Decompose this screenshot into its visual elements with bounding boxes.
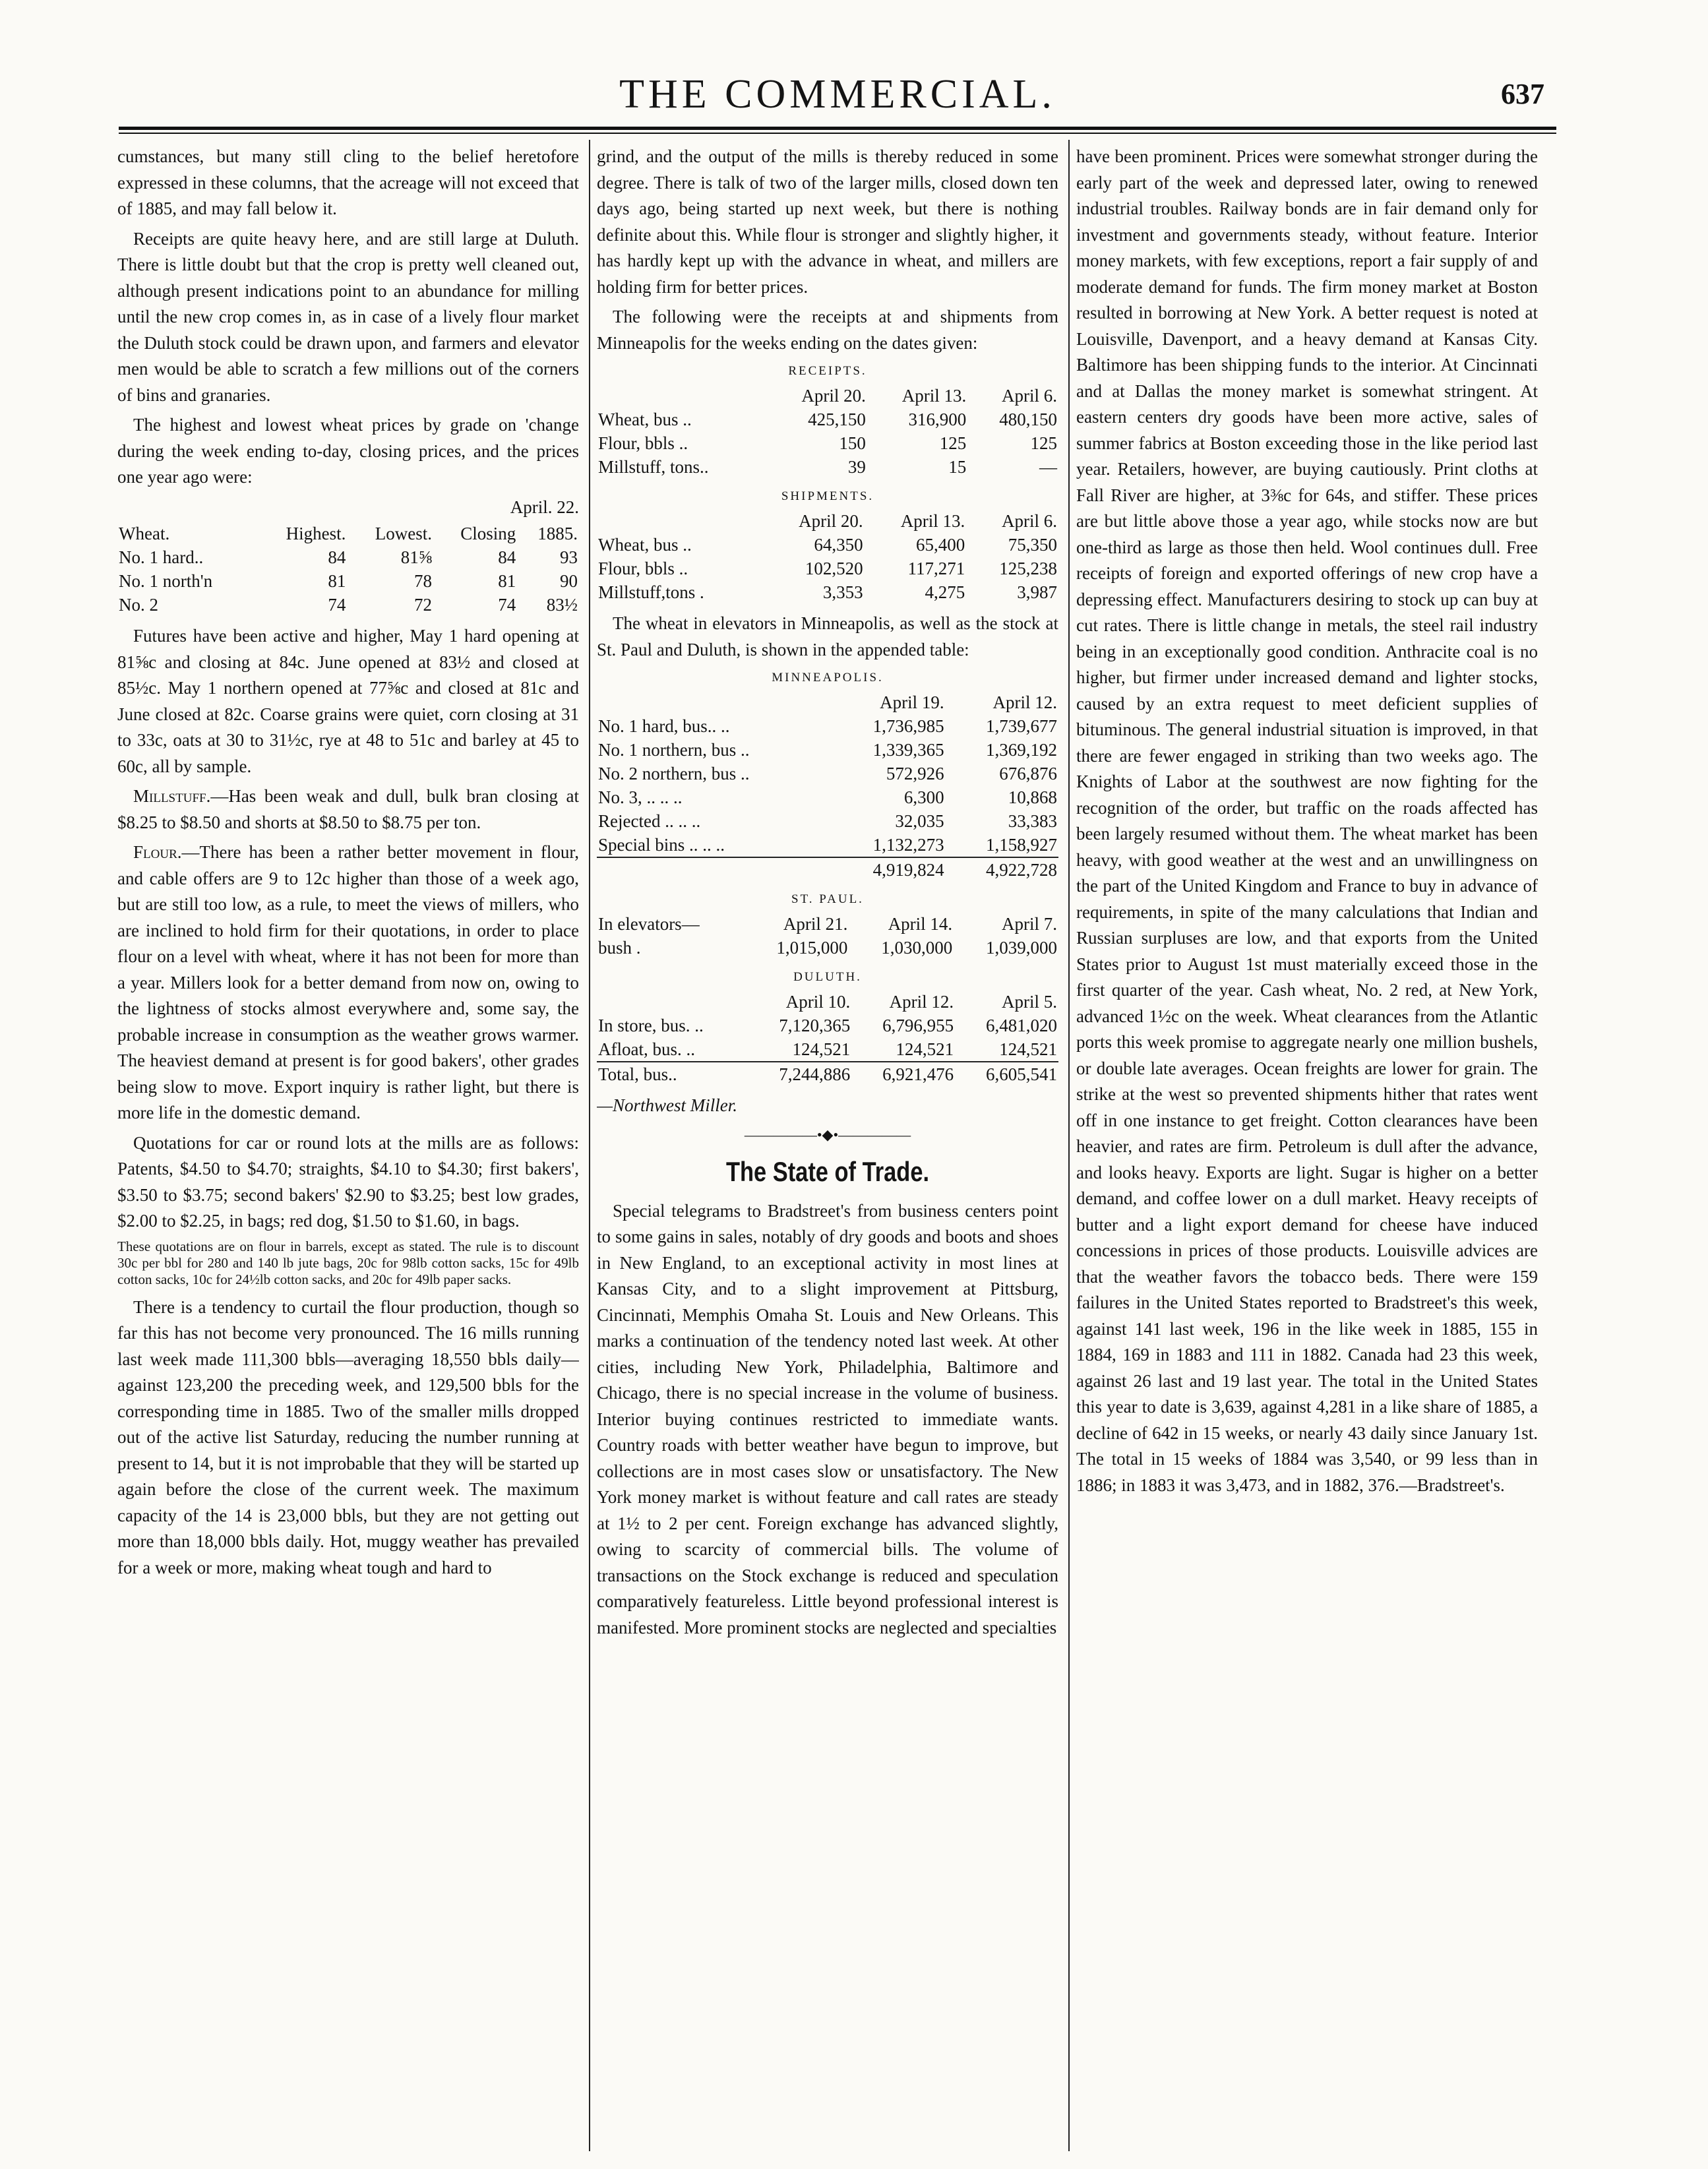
table-cell: 10,868: [1008, 787, 1057, 807]
header-rule-thin: [119, 133, 1556, 134]
table-row: [597, 580, 1058, 604]
table-row: [597, 533, 1058, 557]
table-header: April 13.: [901, 386, 967, 406]
table-header: April 20.: [799, 511, 863, 531]
table-cell: No. 1 northern, bus ..: [598, 740, 750, 760]
table-caption: MINNEAPOLIS.: [772, 671, 884, 685]
table-row: [597, 936, 1058, 960]
table-cell: Flour, bbls ..: [598, 433, 688, 453]
source-credit: —Northwest Miller.: [597, 1095, 738, 1115]
table-header-row: [597, 690, 1058, 714]
table-row: [597, 809, 1058, 833]
table-header: [597, 509, 762, 533]
column-3: [1076, 144, 1538, 2149]
table-caption: RECEIPTS.: [788, 364, 867, 378]
table-header: April 13.: [900, 511, 965, 531]
table-total-row: [597, 857, 1058, 882]
column-1: [117, 144, 579, 2149]
table-cell: 39: [847, 457, 866, 477]
table-header-row: [597, 384, 1058, 408]
table-cell: No. 1 hard, bus.. ..: [598, 716, 730, 736]
table-row: [597, 455, 1058, 479]
table-row: [117, 593, 579, 617]
table-cell: 6,796,955: [882, 1016, 954, 1035]
table-cell: 1,369,192: [986, 740, 1057, 760]
table-header: Closing: [460, 524, 516, 543]
table-cell: 124,521: [792, 1039, 851, 1059]
table-row: [597, 431, 1058, 455]
table-cell: 1,132,273: [872, 835, 944, 855]
table-row: [117, 569, 579, 593]
table-header-row: [117, 522, 579, 545]
paragraph: The following were the receipts at and shipments from Minneapolis for the weeks ending on the dates given:: [597, 307, 1058, 353]
table-cell: 74: [328, 595, 346, 615]
table-row: [597, 762, 1058, 785]
table-row: [597, 738, 1058, 762]
table-cell: Flour, bbls ..: [598, 559, 688, 578]
table-cell: 84: [328, 547, 346, 567]
table-cell: 81⅝: [400, 547, 432, 567]
table-total-row: [597, 1062, 1058, 1086]
paragraph: [117, 783, 579, 836]
table-row: [597, 557, 1058, 580]
table-row: [597, 1037, 1058, 1062]
table-cell: Wheat, bus ..: [598, 410, 692, 429]
paragraph: Special telegrams to Bradstreet's from business centers point to some gains in sales, notably of dry goods and boots and shoes in New England, to an exceptional activity in most lines at Kansas City, and to a slight improvement at Pittsburg, Cincinnati, Memphis Omaha St. Louis and New Orleans. This marks a continuation of the tendency noted last week. At other cities, including New York, Philadelphia, Baltimore and Chicago, there is no special increase in the volume of business. Interior buying continues restricted to immediate wants. Country roads with better weather have begun to improve, but collections are in most cases slow or unsatisfactory. The New York money market is without feature and call rates are steady at 1½ to 2 per cent. Foreign exchange has advanced slightly, owing to scarcity of commercial bills. The volume of transactions on the Stock exchange is reduced and speculation comparatively featureless. Little beyond professional interest is manifested. More prominent stocks are neglected and specialties: [597, 1200, 1058, 1637]
paragraph: There is a tendency to curtail the flour production, though so far this has not become very pronounced. The 16 mills running last week made 111,300 bbls—averaging 18,550 bbls daily—against 123,200 the preceding week, and 129,500 bbls for the corresponding time in 1885. Two of the smaller mills dropped out of the active list Saturday, reducing the number running at present to 14, but it is not improbable that they will be started up again before the close of the current week. The maximum capacity of the 14 is 23,000 bbls, but they are not getting out more than 18,000 bbls daily. Hot, muggy weather has prevailed for a week or more, making wheat tough and hard to: [117, 1297, 579, 1577]
table-date: April. 22.: [510, 497, 579, 517]
table-cell: 1,039,000: [986, 938, 1057, 958]
table-row: [117, 545, 579, 569]
receipts-table: [597, 384, 1058, 479]
table-header: [597, 690, 832, 714]
table-cell: 7,120,365: [779, 1016, 851, 1035]
page-number: 637: [1501, 78, 1544, 110]
table-caption: DULUTH.: [793, 970, 862, 984]
table-header: Lowest.: [375, 524, 432, 543]
paragraph: Receipts are quite heavy here, and are still large at Duluth. There is little doubt but that the crop is pretty well cleaned out, although present indications point to an abundance for milling until the new crop comes in, as in case of a lively flour market the Duluth stock could be drawn upon, and farmers and elevator men would be able to scratch a few millions out of the corners of bins and granaries.: [117, 228, 579, 405]
paragraph: The wheat in elevators in Minneapolis, as well as the stock at St. Paul and Duluth, is shown in the appended table:: [597, 613, 1058, 659]
table-cell: 316,900: [908, 410, 967, 429]
table-cell: No. 1 north'n: [119, 571, 213, 591]
table-header: 1885.: [537, 524, 578, 543]
paragraph: grind, and the output of the mills is thereby reduced in some degree. There is talk of two of the larger mills, closed down ten days ago, being started up next week, but there is nothing definite about this. While flour is stronger and slightly higher, it has hardly kept up with the advance in wheat, and millers are holding firm for better prices.: [597, 146, 1058, 297]
paragraph: have been prominent. Prices were somewhat stronger during the early part of the week and depressed later, owing to renewed industrial troubles. Railway bonds are in fair demand only for investment and governments steady, without feature. Interior money markets, with few exceptions, report a fair supply of and moderate demand for funds. The firm money market at Boston resulted in borrowing at New York. A better request is noted at Louisville, Davenport, and a heavy demand at Kansas City. Baltimore has been shipping funds to the interior. At Cincinnati and at Dallas the money market is somewhat stringent. At eastern centers dry goods have been more active, sales of summer fabrics at Boston exceeding those in the like period last year. Retailers, however, are buying cautiously. Print cloths at Fall River are higher, at 3⅜c for 64s, and stiffer. These prices are but little above those a year ago, while stocks now are but one-third as large as those then held. Wool continues dull. Free receipts of foreign and exported offerings of new crop have a depressing effect. Manufacturers desiring to stock up can buy at cut rates. There is little change in metals, the steel rail industry being in an exceptionally good condition. Anthracite coal is no higher, but firmer under increased demand and lighter stocks, caused by an extra request to meet deficient supplies of bituminous. The general industrial situation is improved, in that there are fewer engaged in striking than two weeks ago. The Knights of Labor at the southwest are now fighting for the recognition of the order, but traffic on the roads affected has been largely resumed without them. The wheat market has been heavy, with good weather at the west and an unwillingness on the part of the United Kingdom and France to buy in advance of requirements, in spite of the many calculations that Indian and Russian surpluses are low, and that exports from the United States prior to August 1st must materially exceed those in the first quarter of the year. Cash wheat, No. 2 red, at New York, advanced 1½c on the week. Wheat clearances from the Atlantic ports this week promise to aggregate nearly one million bushels, or double late averages. Ocean freights are lower for grain. The strike at the west so prevented shipments hither that rates went off in one instance to get freight. Cotton clearances have been heavier, and rates are firm. Petroleum is dull after the advance, and looks heavy. Exports are light. Sugar is higher on a better demand, and coffee lower on a dull market. Heavy receipts of butter and a light export demand for cheese have induced concessions in prices of those products. Louisville advices are that the weather favors the tobacco beds. There were 159 failures in the United States reported to Bradstreet's this week, against 141 last week, 196 in the like week in 1885, 155 in 1884, 169 in 1883 and 111 in 1882. Canada had 23 this week, against 26 last and 19 last year. The total in the United States this year to date is 3,639, against 4,281 in a like share of 1885, a decline of 642 in 15 weeks, or nearly 43 daily since January 1st. The total in 15 weeks of 1884 was 3,540, or 99 less than in 1886; in 1883 it was 3,473, and in 1882, 376.—Bradstreet's.: [1076, 146, 1538, 1495]
table-header: Wheat.: [119, 524, 170, 543]
paragraph: Quotations for car or round lots at the mills are as follows: Patents, $4.50 to $4.70; straights, $4.10 to $4.30; first bakers', $3.50 to $3.75; second bakers' $2.90 to $3.25; best low grades, $2.00 to $2.25, in bags; red dog, $1.50 to $1.60, in bags.: [117, 1132, 579, 1231]
table-cell: 72: [413, 595, 432, 615]
table-header: April 20.: [801, 386, 866, 406]
table-cell: bush .: [598, 938, 641, 958]
st-paul-table: [597, 912, 1058, 960]
table-header: [597, 384, 767, 408]
table-cell: 6,605,541: [955, 1062, 1058, 1086]
table-cell: 1,739,677: [986, 716, 1057, 736]
table-cell: 572,926: [886, 764, 944, 783]
table-cell: 1,736,985: [872, 716, 944, 736]
table-cell: No. 2: [119, 595, 158, 615]
table-cell: 102,520: [805, 559, 863, 578]
table-row: [597, 714, 1058, 738]
table-cell: 4,275: [925, 582, 965, 602]
table-cell: No. 2 northern, bus ..: [598, 764, 750, 783]
table-header: April 12.: [889, 992, 954, 1012]
table-header-row: [597, 990, 1058, 1014]
table-cell: 125: [939, 433, 967, 453]
table-cell: 74: [498, 595, 516, 615]
paragraph: The highest and lowest wheat prices by grade on 'change during the week ending to-day, closing prices, and the prices one year ago were:: [117, 415, 579, 487]
table-cell: Wheat, bus ..: [598, 535, 692, 555]
table-header: April 5.: [1002, 992, 1057, 1012]
table-header: April 10.: [785, 992, 851, 1012]
table-row: [597, 833, 1058, 857]
table-row: [597, 1014, 1058, 1037]
table-cell: 83½: [546, 595, 578, 615]
masthead: [119, 66, 1556, 123]
table-row: [597, 785, 1058, 809]
table-cell: 480,150: [999, 410, 1057, 429]
table-cell: 7,244,886: [748, 1062, 851, 1086]
table-cell: 81: [328, 571, 346, 591]
table-cell: [597, 857, 832, 882]
table-cell: 124,521: [999, 1039, 1057, 1059]
table-cell: 78: [413, 571, 432, 591]
table-cell: 6,300: [903, 787, 944, 807]
paragraph: Futures have been active and higher, May 1 hard opening at 81⅝c and closing at 84c. June opened at 83½ and closed at 85½c. May 1 northern opened at 77⅝c and closed at 81c and June closed at 82c. Coarse grains were quiet, corn closing at 31 to 33c, oats at 30 to 31½c, rye at 48 to 51c and barley at 45 to 60c, all by sample.: [117, 626, 579, 776]
paragraph: cumstances, but many still cling to the belief heretofore expressed in these columns, that the acreage will not exceed that of 1885, and may fall below it.: [117, 146, 579, 218]
table-cell: Special bins .. .. ..: [598, 835, 725, 855]
duluth-table: [597, 990, 1058, 1086]
table-cell: 124,521: [896, 1039, 954, 1059]
table-header-row: [597, 912, 1058, 936]
table-cell: 75,350: [1008, 535, 1057, 555]
table-cell: 3,987: [1017, 582, 1057, 602]
table-cell: In store, bus. ..: [598, 1016, 704, 1035]
table-cell: 81: [498, 571, 516, 591]
article-headline: The State of Trade.: [725, 1155, 930, 1187]
table-cell: 125,238: [999, 559, 1057, 578]
table-header: April 6.: [1002, 511, 1057, 531]
table-cell: 4,922,728: [946, 857, 1058, 882]
column-divider: [589, 140, 590, 2151]
table-header: [597, 990, 748, 1014]
footnote: These quotations are on flour in barrels, except as stated. The rule is to discount 30c per bbl for 280 and 140 lb jute bags, 20c for 98lb cotton sacks, 15c for 49lb cotton sacks, 10c for 24½lb cotton sacks, and 20c for 49lb paper sacks.: [117, 1238, 579, 1287]
table-cell: No. 3, .. .. ..: [598, 787, 683, 807]
section-lead: Flour.: [133, 842, 182, 862]
table-cell: 15: [948, 457, 967, 477]
table-cell: 1,339,365: [872, 740, 944, 760]
minneapolis-elevators-table: [597, 690, 1058, 882]
table-cell: 64,350: [814, 535, 863, 555]
table-header: April 19.: [880, 692, 944, 712]
section-divider-ornament: —————•◆•—————: [744, 1126, 911, 1143]
wheat-prices-table: [117, 522, 579, 617]
table-cell: 4,919,824: [832, 857, 945, 882]
table-cell: Rejected .. .. ..: [598, 811, 701, 831]
table-cell: 32,035: [895, 811, 944, 831]
table-header-row: [597, 509, 1058, 533]
table-cell: 3,353: [822, 582, 863, 602]
table-row: [597, 408, 1058, 431]
table-cell: 425,150: [808, 410, 866, 429]
table-cell: Total, bus..: [597, 1062, 748, 1086]
table-caption: SHIPMENTS.: [781, 489, 874, 503]
table-cell: 1,158,927: [986, 835, 1057, 855]
table-cell: No. 1 hard..: [119, 547, 204, 567]
table-cell: 1,015,000: [776, 938, 848, 958]
table-header: April 6.: [1002, 386, 1057, 406]
table-cell: 676,876: [999, 764, 1057, 783]
table-cell: 150: [839, 433, 866, 453]
table-cell: 117,271: [907, 559, 965, 578]
table-cell: 6,921,476: [851, 1062, 955, 1086]
table-cell: 65,400: [915, 535, 965, 555]
table-cell: 33,383: [1008, 811, 1057, 831]
header-rule: [119, 127, 1556, 130]
table-header: April 14.: [888, 914, 953, 934]
paragraph-text: —Has been weak and dull, bulk bran closing at $8.25 to $8.50 and shorts at $8.50 to $8.75 per ton.: [117, 786, 579, 832]
table-header: In elevators—: [598, 914, 700, 934]
table-cell: 6,481,020: [986, 1016, 1057, 1035]
column-divider: [1068, 140, 1070, 2151]
table-cell: —: [1039, 457, 1057, 477]
paragraph: [117, 840, 579, 1126]
paragraph-text: —There has been a rather better movement in flour, and cable offers are 9 to 12c higher than those of a week ago, but are still too low, as a rule, to meet the views of millers, who are inclined to hold firm for their quotations, in order to place flour on a level with wheat, where it has not been for more than a year. Millers look for a better demand from now on, owing to the lightness of stocks almost everywhere and, some say, the probable increase in consumption as the weather grows warmer. The heaviest demand at present is for good bakers', other grades being slow to move. Export inquiry is rather light, but there is more life in the domestic demand.: [117, 842, 579, 1122]
table-header: April 7.: [1002, 914, 1057, 934]
section-lead: Millstuff.: [133, 786, 211, 806]
table-header: April 12.: [992, 692, 1057, 712]
table-caption: ST. PAUL.: [791, 892, 864, 906]
table-cell: 1,030,000: [881, 938, 953, 958]
table-header: Highest.: [286, 524, 346, 543]
table-cell: Millstuff, tons..: [598, 457, 709, 477]
table-header: April 21.: [783, 914, 848, 934]
table-cell: 125: [1030, 433, 1057, 453]
table-cell: 90: [560, 571, 578, 591]
shipments-table: [597, 509, 1058, 604]
table-cell: Millstuff,tons .: [598, 582, 704, 602]
table-cell: 93: [560, 547, 578, 567]
column-2: [597, 144, 1058, 2149]
table-cell: 84: [498, 547, 516, 567]
publication-title: THE COMMERCIAL.: [619, 72, 1056, 117]
table-cell: Afloat, bus. ..: [598, 1039, 695, 1059]
